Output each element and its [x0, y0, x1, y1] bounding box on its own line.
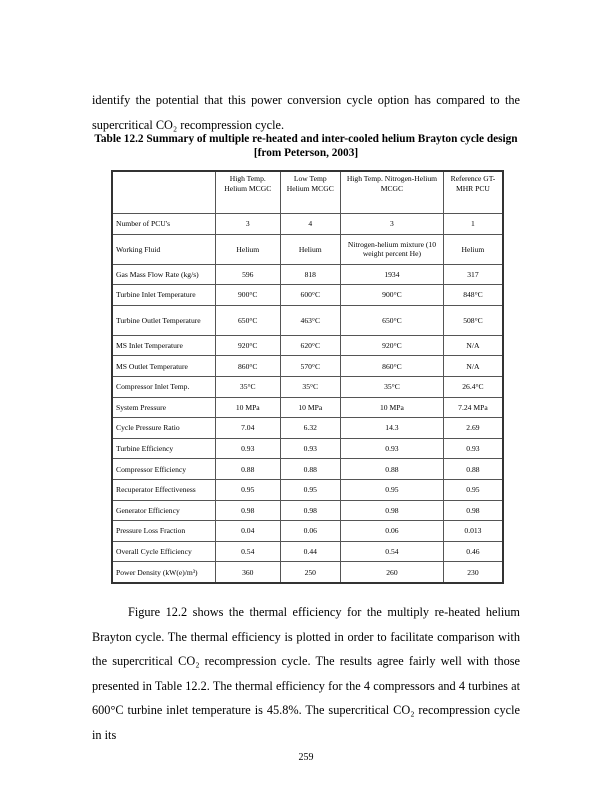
cell-value: 1 — [443, 214, 503, 235]
cell-value: 360 — [215, 562, 280, 583]
table-row — [112, 562, 503, 583]
cell-value: 0.95 — [215, 479, 280, 500]
cell-value: 900°C — [215, 285, 280, 306]
row-label: Compressor Efficiency — [112, 459, 215, 480]
row-label: Generator Efficiency — [112, 500, 215, 521]
cell-value: 0.54 — [215, 541, 280, 562]
cell-value: 0.93 — [340, 438, 443, 459]
column-header: Low Temp Helium MCGC — [280, 171, 340, 214]
row-label: Cycle Pressure Ratio — [112, 418, 215, 439]
cell-value: Helium — [280, 234, 340, 264]
cell-value: 10 MPa — [280, 397, 340, 418]
row-label: Compressor Inlet Temp. — [112, 376, 215, 397]
page-number: 259 — [298, 752, 314, 763]
table-caption — [80, 132, 532, 160]
cell-value: 0.98 — [215, 500, 280, 521]
cell-value: 570°C — [280, 356, 340, 377]
row-label: Working Fluid — [112, 234, 215, 264]
cell-value: 508°C — [443, 305, 503, 335]
cell-value: 900°C — [340, 285, 443, 306]
cell-value: 860°C — [340, 356, 443, 377]
cell-value: Helium — [215, 234, 280, 264]
cell-value: 0.95 — [443, 479, 503, 500]
cell-value: 4 — [280, 214, 340, 235]
cell-value: 2.69 — [443, 418, 503, 439]
cell-value: 0.46 — [443, 541, 503, 562]
row-label: MS Inlet Temperature — [112, 335, 215, 356]
cell-value: 0.98 — [280, 500, 340, 521]
cell-value: Nitrogen-helium mixture (10 weight percent He) — [340, 234, 443, 264]
cell-value: Helium — [443, 234, 503, 264]
cell-value: 0.88 — [280, 459, 340, 480]
table-row — [112, 459, 503, 480]
cell-value: 0.93 — [443, 438, 503, 459]
table-row — [112, 356, 503, 377]
cell-value: 600°C — [280, 285, 340, 306]
intro-paragraph: identify the potential that this power conversion cycle option has compared to the supercritical CO₂ recompression cycle. — [92, 93, 520, 132]
cell-value: 0.93 — [215, 438, 280, 459]
column-header: Reference GT-MHR PCU — [443, 171, 503, 214]
table-header-row — [112, 171, 503, 214]
table-row — [112, 541, 503, 562]
cell-value: 26.4°C — [443, 376, 503, 397]
table-row — [112, 438, 503, 459]
row-label: Turbine Inlet Temperature — [112, 285, 215, 306]
cell-value: 0.06 — [280, 521, 340, 542]
cell-value: 10 MPa — [215, 397, 280, 418]
cell-value: 1934 — [340, 264, 443, 285]
row-label: Recuperator Effectiveness — [112, 479, 215, 500]
column-header: High Temp. Helium MCGC — [215, 171, 280, 214]
cell-value: 35°C — [340, 376, 443, 397]
cell-value: 0.04 — [215, 521, 280, 542]
cell-value: 260 — [340, 562, 443, 583]
cell-value: 0.54 — [340, 541, 443, 562]
cell-value: 0.88 — [443, 459, 503, 480]
cell-value: 14.3 — [340, 418, 443, 439]
cell-value: 860°C — [215, 356, 280, 377]
table-row — [112, 305, 503, 335]
cell-value: 920°C — [340, 335, 443, 356]
cell-value: 317 — [443, 264, 503, 285]
table-row — [112, 376, 503, 397]
cell-value: 650°C — [215, 305, 280, 335]
table-row — [112, 500, 503, 521]
caption-title: Table 12.2 Summary of multiple re-heated and inter-cooled helium Brayton cycle design — [94, 133, 518, 145]
column-header: High Temp. Nitrogen-Helium MCGC — [340, 171, 443, 214]
cell-value: N/A — [443, 335, 503, 356]
cell-value: 3 — [215, 214, 280, 235]
caption-source: [from Peterson, 2003] — [253, 147, 359, 159]
table-row — [112, 335, 503, 356]
cell-value: 35°C — [215, 376, 280, 397]
cell-value: 848°C — [443, 285, 503, 306]
table-row — [112, 521, 503, 542]
cell-value: 3 — [340, 214, 443, 235]
cell-value: 0.98 — [340, 500, 443, 521]
row-label: Turbine Outlet Temperature — [112, 305, 215, 335]
cell-value: 0.88 — [340, 459, 443, 480]
cell-value: 0.98 — [443, 500, 503, 521]
cell-value: 650°C — [340, 305, 443, 335]
cell-value: 620°C — [280, 335, 340, 356]
cell-value: 0.95 — [280, 479, 340, 500]
cell-value: 0.06 — [340, 521, 443, 542]
cell-value: 0.95 — [340, 479, 443, 500]
cell-value: 6.32 — [280, 418, 340, 439]
cell-value: 463°C — [280, 305, 340, 335]
cell-value: 250 — [280, 562, 340, 583]
row-label: Turbine Efficiency — [112, 438, 215, 459]
table-row — [112, 234, 503, 264]
row-label: Pressure Loss Fraction — [112, 521, 215, 542]
table-row — [112, 479, 503, 500]
row-label: System Pressure — [112, 397, 215, 418]
cell-value: 0.44 — [280, 541, 340, 562]
row-label: Number of PCU's — [112, 214, 215, 235]
table-row — [112, 397, 503, 418]
cell-value: 7.24 MPa — [443, 397, 503, 418]
table-row — [112, 418, 503, 439]
cell-value: 230 — [443, 562, 503, 583]
cell-value: 0.93 — [280, 438, 340, 459]
cycle-summary-table — [111, 170, 504, 584]
cell-value: N/A — [443, 356, 503, 377]
row-label: Overall Cycle Efficiency — [112, 541, 215, 562]
cell-value: 0.88 — [215, 459, 280, 480]
cell-value: 10 MPa — [340, 397, 443, 418]
cell-value: 920°C — [215, 335, 280, 356]
table-row — [112, 264, 503, 285]
table-row — [112, 285, 503, 306]
body-paragraph: Figure 12.2 shows the thermal efficiency for the multiply re-heated helium Brayton cycle. The thermal efficiency is plotted in order to facilitate comparison with the supercritical CO₂ recompression cycle. The results agree fairly well with those presented in Table 12.2. The thermal efficiency for the 4 compressors and 4 turbines at 600°C turbine inlet temperature is 45.8%. The supercritical CO₂ recompression cycle in its — [92, 605, 520, 742]
row-label: MS Outlet Temperature — [112, 356, 215, 377]
column-header — [112, 171, 215, 214]
row-label: Power Density (kW(e)/m³) — [112, 562, 215, 583]
row-label: Gas Mass Flow Rate (kg/s) — [112, 264, 215, 285]
cell-value: 818 — [280, 264, 340, 285]
cell-value: 35°C — [280, 376, 340, 397]
cell-value: 596 — [215, 264, 280, 285]
table-row — [112, 214, 503, 235]
cell-value: 7.04 — [215, 418, 280, 439]
cell-value: 0.013 — [443, 521, 503, 542]
